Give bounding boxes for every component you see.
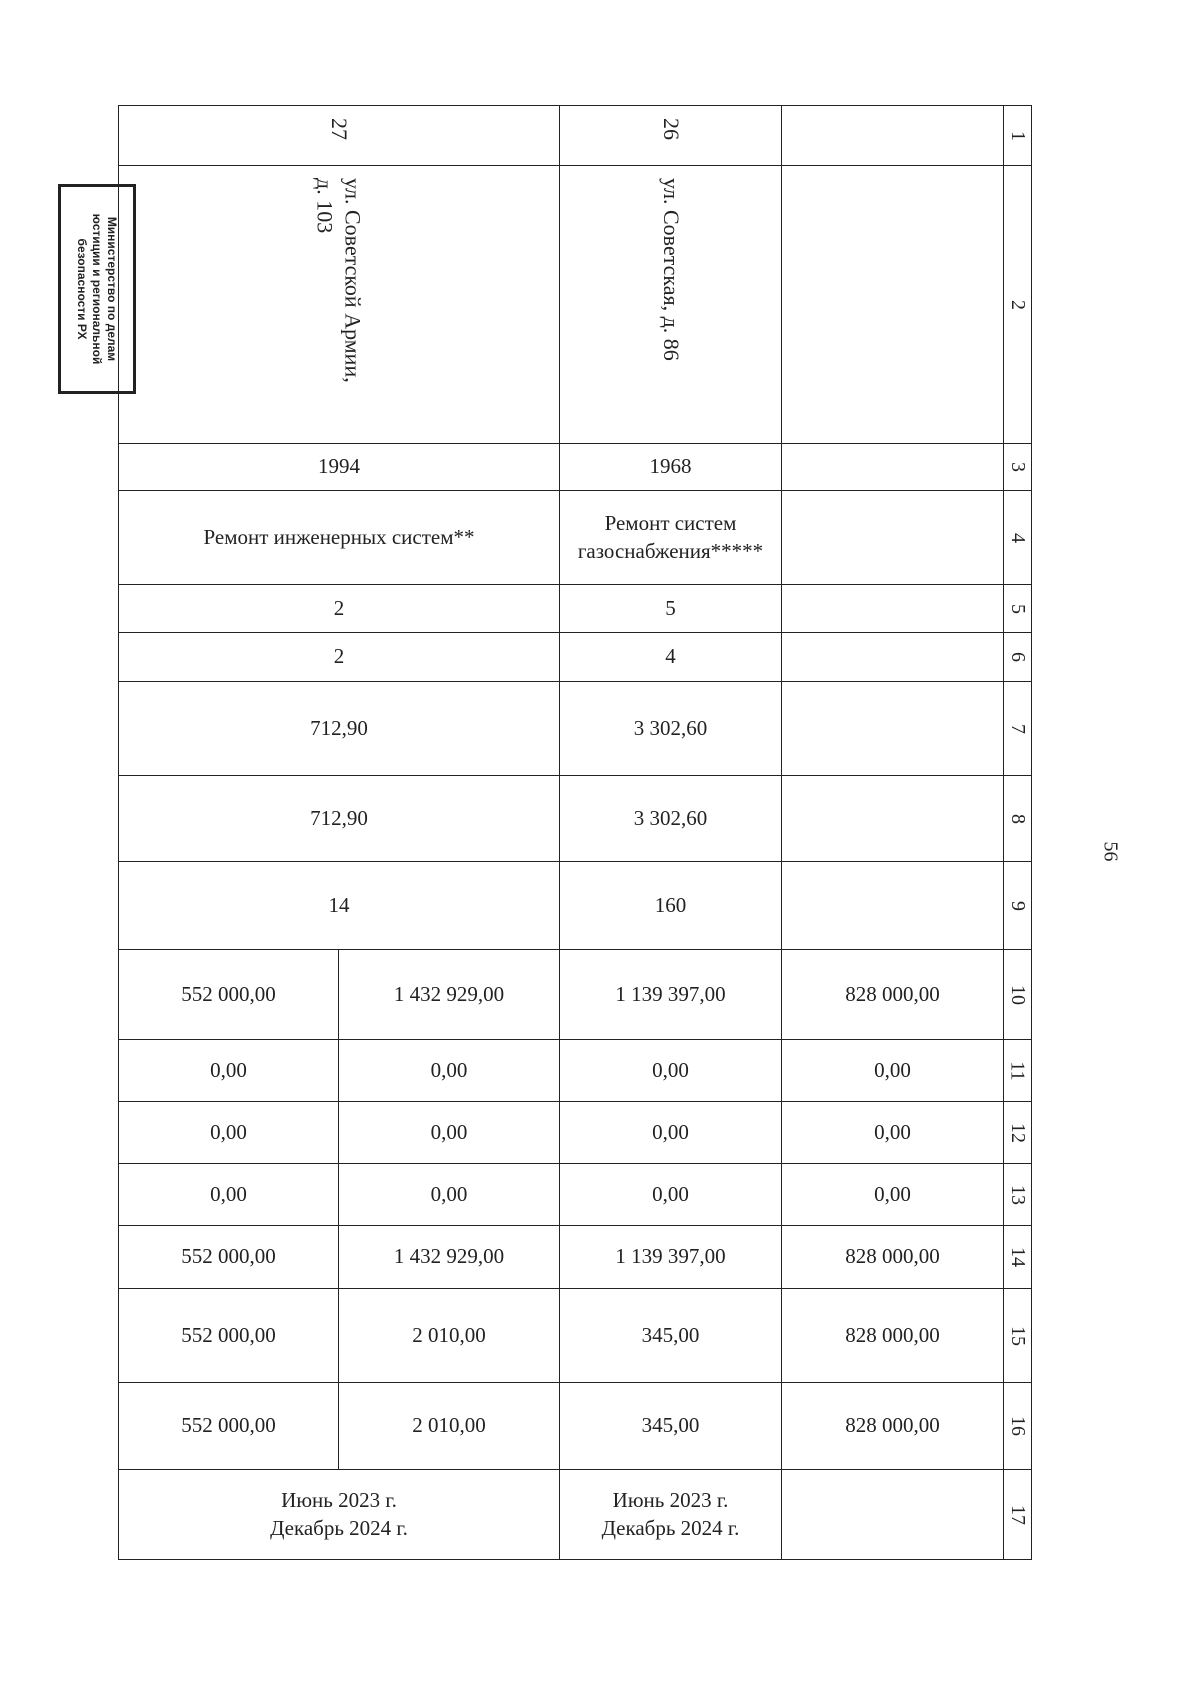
- record-other-c10: 828 000,00: [782, 950, 1004, 1040]
- record-other-c11: 0,00: [782, 1040, 1004, 1102]
- record-27-c15-a: 552 000,00: [119, 1289, 339, 1383]
- record-27-address: ул. Советской Армии, д. 103: [119, 166, 560, 444]
- empty-cell: [782, 106, 1004, 166]
- record-27-c14-a: 552 000,00: [119, 1226, 339, 1289]
- table-row: [119, 1164, 1032, 1226]
- record-26-c11: 0,00: [560, 1040, 782, 1102]
- record-27-c8: 712,90: [119, 776, 560, 862]
- record-27-c9: 14: [119, 862, 560, 950]
- empty-cell: [782, 491, 1004, 585]
- table-row: [119, 950, 1032, 1040]
- record-27-c11-b: 0,00: [339, 1040, 560, 1102]
- empty-cell: [782, 862, 1004, 950]
- record-26-c12: 0,00: [560, 1102, 782, 1164]
- table-row: [119, 862, 1032, 950]
- stamp-line-1: Министерство по делам: [105, 216, 120, 362]
- row-index: 5: [1004, 585, 1032, 633]
- record-27-c11-a: 0,00: [119, 1040, 339, 1102]
- row-index: 16: [1004, 1383, 1032, 1470]
- row-index: 7: [1004, 682, 1032, 776]
- record-other-c14: 828 000,00: [782, 1226, 1004, 1289]
- page-number: 56: [1099, 841, 1122, 862]
- empty-cell: [782, 1470, 1004, 1560]
- row-index: 12: [1004, 1102, 1032, 1164]
- table-row: [119, 106, 1032, 166]
- row-index: 6: [1004, 633, 1032, 682]
- record-26-work-type: Ремонт систем газоснабжения*****: [560, 491, 782, 585]
- table-row: [119, 682, 1032, 776]
- record-27-c13-b: 0,00: [339, 1164, 560, 1226]
- empty-cell: [782, 166, 1004, 444]
- record-26-c9: 160: [560, 862, 782, 950]
- row-index: 4: [1004, 491, 1032, 585]
- record-27-c16-a: 552 000,00: [119, 1383, 339, 1470]
- table-row: [119, 444, 1032, 491]
- record-27-c12-b: 0,00: [339, 1102, 560, 1164]
- empty-cell: [782, 444, 1004, 491]
- table-row: [119, 491, 1032, 585]
- record-26-c13: 0,00: [560, 1164, 782, 1226]
- empty-cell: [782, 633, 1004, 682]
- record-26-c6: 4: [560, 633, 782, 682]
- record-other-c16: 828 000,00: [782, 1383, 1004, 1470]
- row-index: 14: [1004, 1226, 1032, 1289]
- row-index: 13: [1004, 1164, 1032, 1226]
- row-index: 11: [1004, 1040, 1032, 1102]
- record-26-c16: 345,00: [560, 1383, 782, 1470]
- record-26-c10: 1 139 397,00: [560, 950, 782, 1040]
- record-27-work-type: Ремонт инженерных систем**: [119, 491, 560, 585]
- row-index: 2: [1004, 166, 1032, 444]
- record-other-c13: 0,00: [782, 1164, 1004, 1226]
- row-index: 15: [1004, 1289, 1032, 1383]
- table-row: [119, 1289, 1032, 1383]
- record-26-c5: 5: [560, 585, 782, 633]
- record-27-c15-b: 2 010,00: [339, 1289, 560, 1383]
- record-27-year: 1994: [119, 444, 560, 491]
- table-row: [119, 633, 1032, 682]
- table-row: [119, 1102, 1032, 1164]
- table-row: [119, 585, 1032, 633]
- table-row: [119, 1040, 1032, 1102]
- empty-cell: [782, 585, 1004, 633]
- table-row: [119, 1226, 1032, 1289]
- record-27-c14-b: 1 432 929,00: [339, 1226, 560, 1289]
- record-27-c13-a: 0,00: [119, 1164, 339, 1226]
- program-table: [118, 105, 1032, 1560]
- empty-cell: [782, 682, 1004, 776]
- row-index: 3: [1004, 444, 1032, 491]
- record-26-c7: 3 302,60: [560, 682, 782, 776]
- record-26-c14: 1 139 397,00: [560, 1226, 782, 1289]
- record-27-number: 27: [119, 106, 560, 166]
- row-index: 9: [1004, 862, 1032, 950]
- row-index: 8: [1004, 776, 1032, 862]
- record-27-period: Июнь 2023 г. Декабрь 2024 г.: [119, 1470, 560, 1560]
- record-27-c6: 2: [119, 633, 560, 682]
- record-27-c12-a: 0,00: [119, 1102, 339, 1164]
- record-27-c10-b: 1 432 929,00: [339, 950, 560, 1040]
- record-27-c5: 2: [119, 585, 560, 633]
- table-row: [119, 166, 1032, 444]
- table-row: [119, 776, 1032, 862]
- record-27-c10-a: 552 000,00: [119, 950, 339, 1040]
- record-26-c15: 345,00: [560, 1289, 782, 1383]
- stamp-line-3: безопасности РХ: [75, 238, 90, 340]
- record-27-c7: 712,90: [119, 682, 560, 776]
- table-row: [119, 1383, 1032, 1470]
- record-26-c8: 3 302,60: [560, 776, 782, 862]
- record-26-address: ул. Советская, д. 86: [560, 166, 782, 444]
- record-27-c16-b: 2 010,00: [339, 1383, 560, 1470]
- row-index: 10: [1004, 950, 1032, 1040]
- table-row: [119, 1470, 1032, 1560]
- stamp-line-2: юстиции и региональной: [90, 213, 105, 365]
- row-index: 17: [1004, 1470, 1032, 1560]
- empty-cell: [782, 776, 1004, 862]
- record-26-period: Июнь 2023 г. Декабрь 2024 г.: [560, 1470, 782, 1560]
- record-other-c15: 828 000,00: [782, 1289, 1004, 1383]
- record-26-year: 1968: [560, 444, 782, 491]
- record-26-number: 26: [560, 106, 782, 166]
- record-other-c12: 0,00: [782, 1102, 1004, 1164]
- row-index: 1: [1004, 106, 1032, 166]
